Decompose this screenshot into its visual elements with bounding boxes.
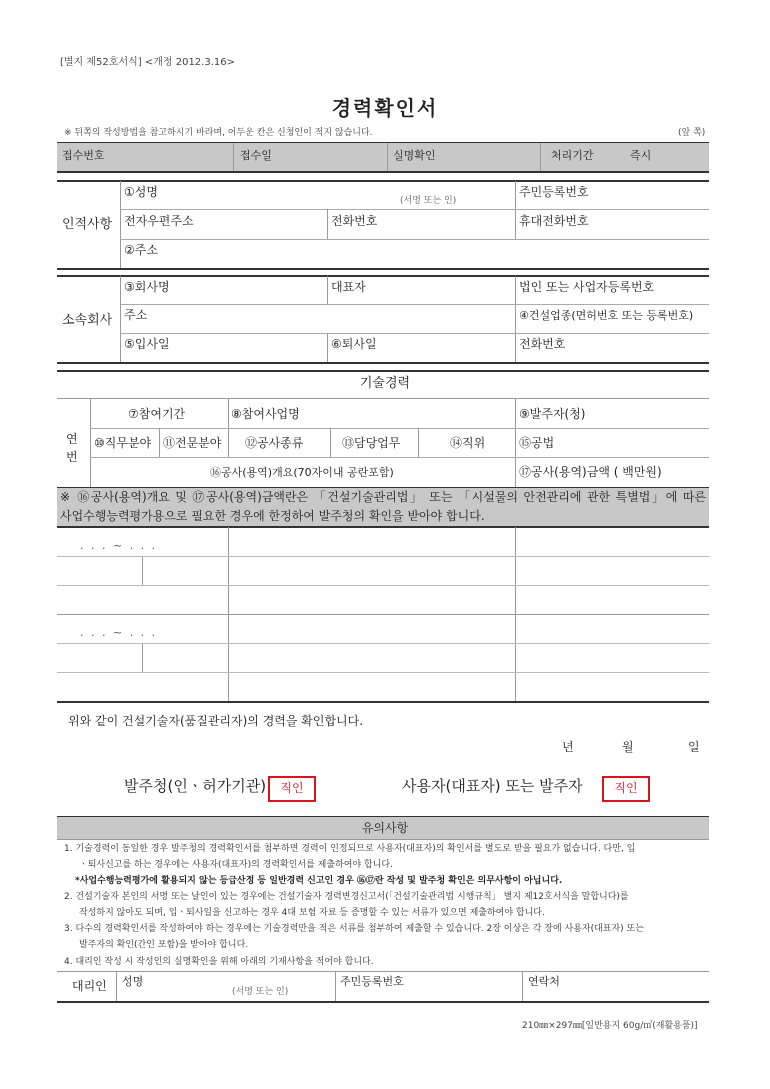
note-3a: 3. 다수의 경력확인서를 작성하여야 하는 경우에는 기술경력만을 적은 서류를 첨부하여 제출할 수 있습니다. 2장 이상은 각 장에 사용자(대표자) 또는 [64, 924, 644, 934]
career-heading: 기술경력 [359, 376, 411, 391]
client-stamp: 직인 [268, 776, 316, 802]
paper-size: 210㎜×297㎜[일반용지 60g/㎡(재활용품)] [522, 1021, 698, 1031]
notes-heading: 유의사항 [361, 821, 409, 835]
email-label: 전자우편주소 [124, 214, 194, 228]
agent-name-label: 성명 [122, 975, 144, 988]
company-section-label: 소속회사 [62, 313, 113, 328]
company-name-label: ③회사명 [124, 280, 170, 294]
note-2b: 작성하지 않아도 되며, 입ㆍ퇴사일을 신고하는 경우 4대 보험 자료 등 증명할 수 있는 서류가 있으면 제출하여야 합니다. [79, 908, 545, 918]
receipt-no-label: 접수번호 [62, 149, 105, 162]
day-label: 일 [688, 740, 700, 754]
receipt-date-label: 접수일 [240, 149, 272, 162]
amount-header: ⑰공사(용역)금액 ( 백만원) [519, 465, 662, 479]
company-address-label: 주소 [124, 308, 148, 322]
user-stamp: 직인 [602, 776, 650, 802]
position-header: ⑭직위 [450, 436, 486, 450]
name-label: ①성명 [124, 185, 158, 199]
month-label: 월 [622, 740, 634, 754]
year-label: 년 [562, 740, 574, 754]
address-label: ②주소 [124, 243, 158, 257]
career-entry-1-dates: . . . ~ . . . [80, 539, 158, 552]
confirm-text: 위와 같이 건설기술자(품질관리자)의 경력을 확인합니다. [68, 714, 364, 728]
duty-header: ⑬담당업무 [342, 436, 401, 450]
project-header: ⑧참여사업명 [231, 407, 300, 421]
page-title: 경력확인서 [331, 96, 439, 120]
note-1a: 1. 기술경력이 동일한 경우 발주청의 경력확인서를 첨부하면 경력이 인정되므로 사용자(대표자)의 확인서를 별도로 받을 필요가 없습니다. 다만, 입 [64, 844, 636, 854]
method-header: ⑮공법 [519, 436, 555, 450]
agent-sign-note: (서명 또는 인) [232, 987, 289, 997]
phone-label: 전화번호 [331, 214, 378, 228]
period-header: ⑦참여기간 [128, 407, 186, 421]
note-1b: ㆍ퇴사신고를 하는 경우에는 사용자(대표자)의 경력확인서를 제출하여야 합니다. [79, 860, 393, 870]
user-sign-label: 사용자(대표자) 또는 발주자 [402, 777, 583, 795]
personal-section-label: 인적사항 [62, 217, 113, 232]
career-note-line2: 사업수행능력평가용으로 필요한 경우에 한정하여 발주청의 확인을 받아야 합니다. [60, 509, 485, 523]
receipt-verify-label: 실명확인 [393, 149, 436, 162]
career-note-line1: ※ ⑯공사(용역)개요 및 ⑰공사(용역)금액란은 「건설기술관리법」 또는 「시설물의 안전관리에 관한 특별법」에 따른 [60, 490, 706, 504]
client-header: ⑨발주자(청) [519, 407, 586, 421]
receipt-period-value: 즉시 [630, 149, 652, 162]
work-type-header: ⑫공사종류 [245, 436, 304, 450]
overview-header: ⑯공사(용역)개요(70자이내 공란포함) [210, 466, 394, 479]
receipt-row [57, 143, 709, 171]
agent-contact-label: 연락처 [528, 975, 560, 988]
page-side: (앞 쪽) [678, 128, 706, 138]
client-sign-label: 발주청(인ㆍ허가기관) [124, 777, 267, 795]
note-2a: 2. 건설기술자 본인의 서명 또는 날인이 있는 경우에는 건설기술자 경력변경신고서(「건설기술관리법 시행규칙」 별지 제12호서식을 말합니다)를 [64, 892, 629, 902]
specialty-header: ⑪전문분야 [163, 436, 222, 450]
career-entry-2-dates: . . . ~ . . . [80, 626, 158, 639]
rrn-label: 주민등록번호 [519, 185, 589, 199]
biz-no-label: 법인 또는 사업자등록번호 [519, 280, 655, 294]
company-phone-label: 전화번호 [519, 337, 566, 351]
note-4: 4. 대리인 작성 시 작성인의 실명확인을 위해 아래의 기재사항을 적어야 합니다. [64, 957, 374, 967]
receipt-period-label: 처리기간 [551, 149, 594, 162]
mobile-label: 휴대전화번호 [519, 214, 589, 228]
rep-label: 대표자 [331, 280, 366, 294]
note-3b: 발주자의 확인(간인 포함)을 받아야 합니다. [79, 940, 249, 950]
agent-label: 대리인 [72, 979, 107, 993]
serial-label: 연번 [66, 432, 78, 464]
note-1c: *사업수행능력평가에 활용되지 않는 등급산정 등 일반경력 신고인 경우 ⑯⑰란 작성 및 발주청 확인은 의무사항이 아닙니다. [75, 876, 563, 886]
agent-rrn-label: 주민등록번호 [340, 975, 404, 988]
form-id: [별지 제52호서식] <개정 2012.3.16> [60, 57, 235, 68]
sign-note: (서명 또는 인) [400, 196, 457, 206]
join-date-label: ⑤입사일 [124, 337, 170, 351]
field-header: ⑩직무분야 [94, 436, 152, 450]
leave-date-label: ⑥퇴사일 [331, 337, 377, 351]
industry-label: ④건설업종(면허번호 또는 등록번호) [519, 309, 694, 322]
instruction: ※ 뒤쪽의 작성방법을 참고하시기 바라며, 어두운 칸은 신청인이 적지 않습니다. [64, 128, 373, 138]
